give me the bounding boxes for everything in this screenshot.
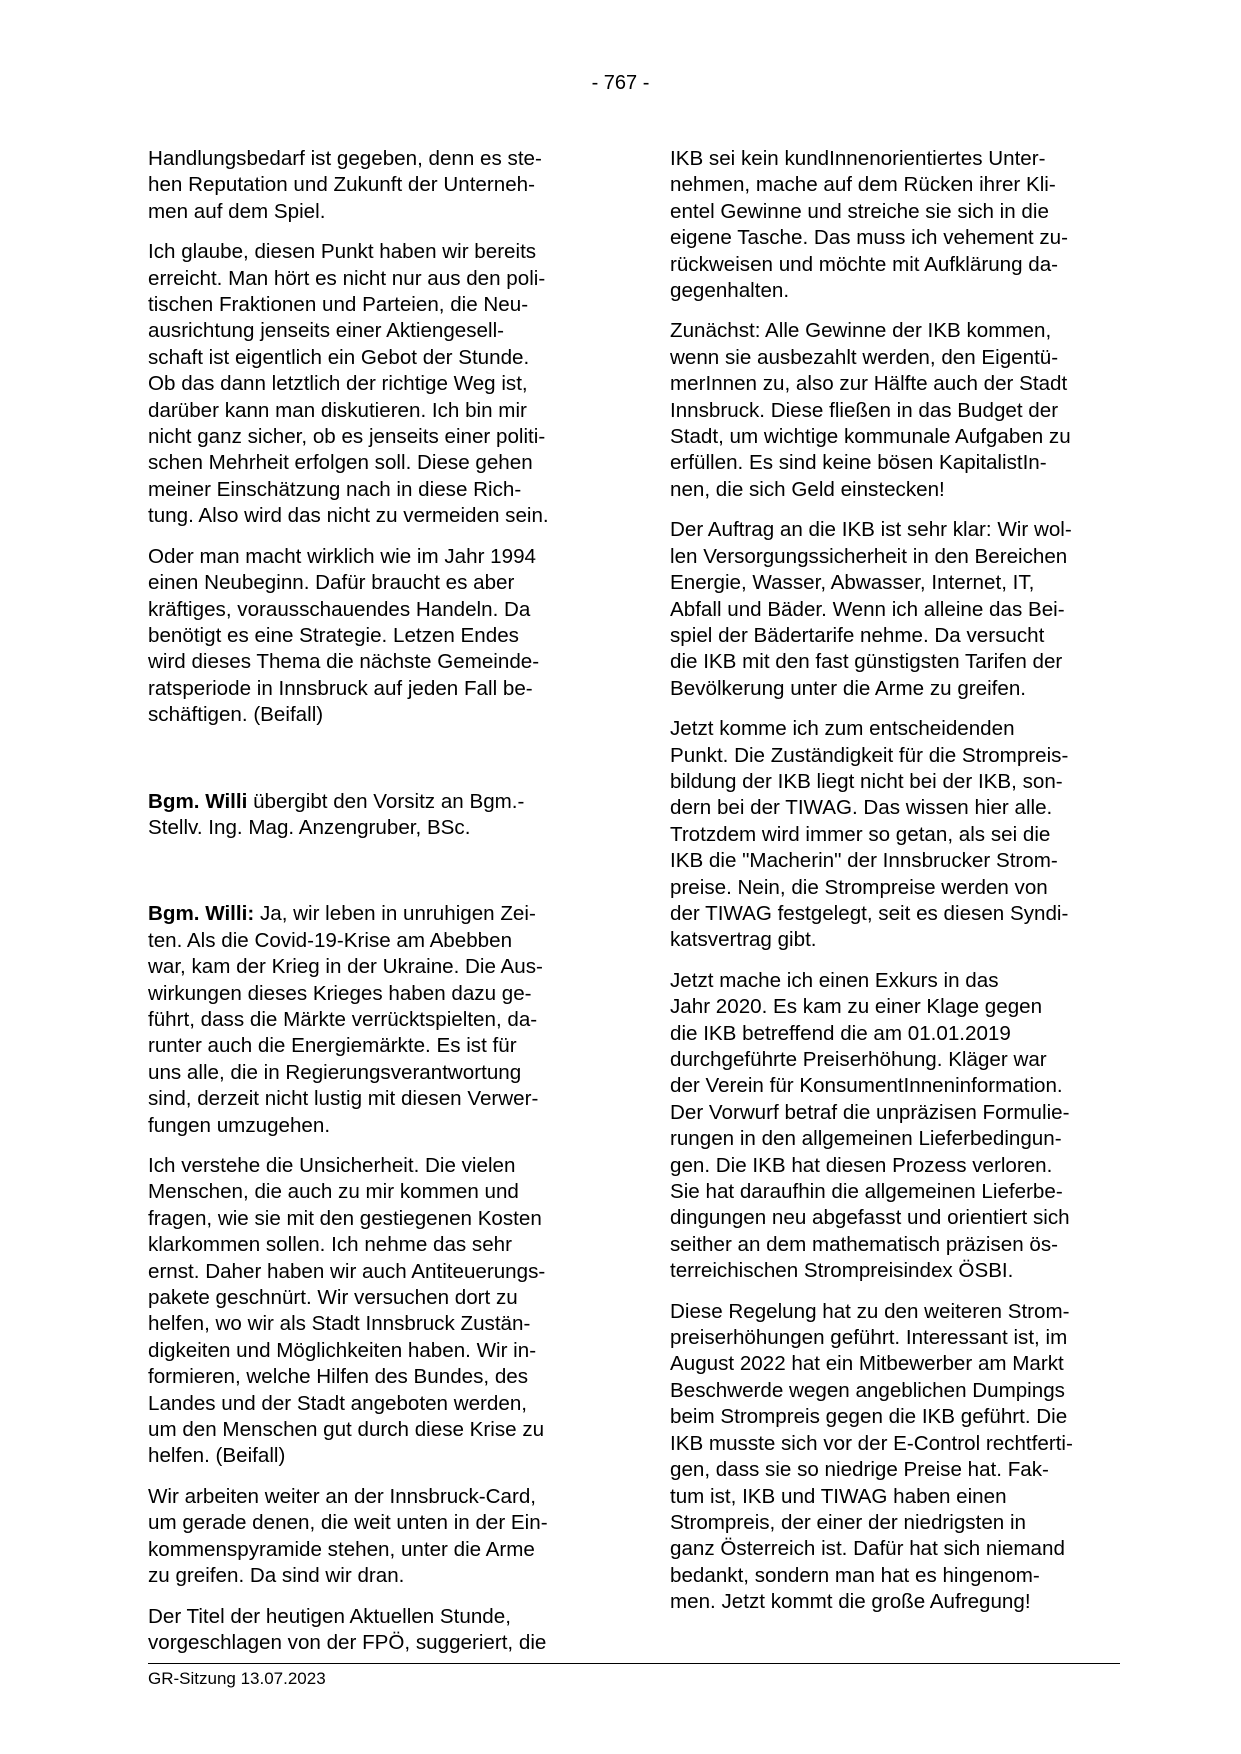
paragraph (148, 146, 594, 225)
text-line: durchgeführte Preiserhöhung. Kläger war (670, 1048, 1047, 1071)
text-line: IKB musste sich vor der E-Control rechtferti- (670, 1431, 1073, 1455)
text-line: IKB sei kein kundInnenorientiertes Unter- (670, 147, 1046, 170)
paragraph (148, 544, 594, 729)
text-line: um gerade denen, die weit unten in der Ein- (148, 1511, 548, 1535)
text-line: merInnen zu, also zur Hälfte auch der Stadt (670, 372, 1068, 396)
text-line: erfüllen. Es sind keine bösen KapitalistIn- (670, 451, 1047, 475)
text-line: zu greifen. Da sind wir dran. (148, 1564, 405, 1588)
text-line (148, 789, 594, 815)
text-line: uns alle, die in Regierungsverantwortung (148, 1060, 522, 1084)
text-line: nehmen, mache auf dem Rücken ihrer Kli- (670, 173, 1056, 197)
text-line: wird dieses Thema die nächste Gemeinde- (148, 650, 540, 674)
right-column (670, 146, 1118, 1630)
text-line: bildung der IKB liegt nicht bei der IKB, son- (670, 769, 1063, 793)
text-line: darüber kann man diskutieren. Ich bin mir (148, 398, 527, 422)
text-line: Stadt, um wichtige kommunale Aufgaben zu (670, 425, 1071, 449)
text-line: um den Menschen gut durch diese Krise zu (148, 1418, 545, 1442)
text-line: schaft ist eigentlich ein Gebot der Stunde. (148, 345, 530, 369)
text-line: Handlungsbedarf ist gegeben, denn es ste- (148, 147, 542, 170)
text-line: Wir arbeiten weiter an der Innsbruck-Card, (148, 1484, 537, 1508)
text-line: dern bei der TIWAG. Das wissen hier alle. (670, 796, 1053, 820)
chair-handover-note (148, 789, 594, 842)
text-line: wenn sie ausbezahlt werden, den Eigentü- (670, 345, 1059, 369)
paragraph (148, 1153, 594, 1470)
text-line: dingungen neu abgefasst und orientiert sich (670, 1206, 1070, 1230)
text-line: ratsperiode in Innsbruck auf jeden Fall be- (148, 676, 533, 700)
paragraph (148, 1604, 594, 1657)
text-line: Diese Regelung hat zu den weiteren Strom- (670, 1299, 1070, 1323)
text-line: Jetzt komme ich zum entscheidenden (670, 717, 1015, 741)
speaker-name: Bgm. Willi: (148, 902, 255, 926)
text-line: Sie hat daraufhin die allgemeinen Lieferbe- (670, 1180, 1063, 1204)
text-line: men auf dem Spiel. (148, 199, 326, 223)
paragraph (670, 716, 1118, 954)
text-line: spiel der Bädertarife nehme. Da versucht (670, 623, 1045, 647)
text-line: IKB die "Macherin" der Innsbrucker Strom- (670, 849, 1058, 873)
text-line: August 2022 hat ein Mitbewerber am Markt (670, 1352, 1064, 1376)
spacer (148, 855, 594, 901)
text-line: nicht ganz sicher, ob es jenseits einer politi- (148, 425, 546, 449)
text-line: Zunächst: Alle Gewinne der IKB kommen, (670, 319, 1052, 343)
text-line: nen, die sich Geld einstecken! (670, 477, 945, 501)
text-line: formieren, welche Hilfen des Bundes, des (148, 1365, 529, 1389)
text-line: hen Reputation und Zukunft der Unterneh- (148, 173, 535, 197)
text-line: helfen, wo wir als Stadt Innsbruck Zustän- (148, 1312, 531, 1336)
text-line: Landes und der Stadt angeboten werden, (148, 1391, 527, 1415)
text-line: Der Vorwurf betraf die unpräzisen Formulie- (670, 1100, 1070, 1124)
text-line: Strompreis, der einer der niedrigsten in (670, 1510, 1026, 1534)
text-line: kräftiges, vorausschauendes Handeln. Da (148, 597, 531, 621)
text-line: seither an dem mathematisch präzisen ös- (670, 1232, 1059, 1256)
text-line: Menschen, die auch zu mir kommen und (148, 1180, 519, 1204)
text-line: Innsbruck. Diese fließen in das Budget der (670, 398, 1059, 422)
text-line: benötigt es eine Strategie. Letzen Endes (148, 623, 519, 647)
text-line: fungen umzugehen. (148, 1113, 331, 1137)
footer-divider (148, 1663, 1120, 1664)
text-line: preiserhöhungen geführt. Interessant ist, im (670, 1326, 1068, 1350)
text-line: ausrichtung jenseits einer Aktiengesell- (148, 319, 505, 343)
speech-text: Ja, wir leben in unruhigen Zei- (254, 902, 536, 926)
text-line: meiner Einschätzung nach in diese Rich- (148, 477, 522, 501)
text-line: war, kam der Krieg in der Ukraine. Die Aus- (148, 955, 543, 979)
text-line: Jetzt mache ich einen Exkurs in das (670, 968, 999, 992)
text-line: kommenspyramide stehen, unter die Arme (148, 1537, 535, 1561)
text-line: men. Jetzt kommt die große Aufregung! (670, 1590, 1031, 1614)
text-line: die IKB betreffend die am 01.01.2019 (670, 1021, 1011, 1045)
text-line: schen Mehrheit erfolgen soll. Diese gehen (148, 451, 533, 475)
page-number: - 767 - (591, 72, 650, 94)
paragraph (670, 318, 1118, 503)
text-line: beim Strompreis gegen die IKB geführt. Die (670, 1405, 1068, 1429)
paragraph (148, 239, 594, 529)
text-line: Energie, Wasser, Abwasser, Internet, IT, (670, 571, 1035, 595)
text-line: wirkungen dieses Krieges haben dazu ge- (148, 981, 532, 1005)
text-line: Stellv. Ing. Mag. Anzengruber, BSc. (148, 815, 471, 839)
text-line: gen, dass sie so niedrige Preise hat. Fak- (670, 1458, 1049, 1482)
text-line: ganz Österreich ist. Dafür hat sich niemand (670, 1537, 1065, 1561)
text-line: tischen Fraktionen und Parteien, die Neu- (148, 293, 529, 317)
text-line: digkeiten und Möglichkeiten haben. Wir in- (148, 1338, 537, 1362)
text-line: Ob das dann letztlich der richtige Weg ist, (148, 372, 528, 396)
text-line: erreicht. Man hört es nicht nur aus den poli- (148, 266, 546, 290)
text-line: Bevölkerung unter die Arme zu greifen. (670, 676, 1027, 700)
text-line: pakete geschnürt. Wir versuchen dort zu (148, 1286, 518, 1310)
text-line: gen. Die IKB hat diesen Prozess verloren. (670, 1153, 1053, 1177)
text-line: führt, dass die Märkte verrücktspielten, da- (148, 1007, 538, 1031)
text-line: rückweisen und möchte mit Aufklärung da- (670, 252, 1059, 276)
text-line: der TIWAG festgelegt, seit es diesen Syndi- (670, 901, 1069, 925)
text-line: Trotzdem wird immer so getan, als sei die (670, 822, 1051, 846)
text-line: einen Neubeginn. Dafür braucht es aber (148, 571, 515, 595)
note-text: übergibt den Vorsitz an Bgm.- (247, 789, 525, 813)
text-line: Abfall und Bäder. Wenn ich alleine das Bei- (670, 597, 1065, 621)
text-line: Der Titel der heutigen Aktuellen Stunde, (148, 1604, 511, 1628)
text-line: runter auch die Energiemärkte. Es ist für (148, 1034, 517, 1058)
text-line: bedankt, sondern man hat es hingenom- (670, 1563, 1040, 1587)
text-line: tum ist, IKB und TIWAG haben einen (670, 1484, 1007, 1508)
text-line: Jahr 2020. Es kam zu einer Klage gegen (670, 995, 1043, 1019)
text-line: gegenhalten. (670, 279, 790, 303)
text-line: Oder man macht wirklich wie im Jahr 1994 (148, 544, 536, 568)
text-line: fragen, wie sie mit den gestiegenen Kosten (148, 1206, 542, 1230)
text-line: len Versorgungssicherheit in den Bereichen (670, 544, 1068, 568)
text-line: klarkommen sollen. Ich nehme das sehr (148, 1233, 512, 1257)
text-line: die IKB mit den fast günstigsten Tarifen der (670, 650, 1063, 674)
footer-session-date: GR-Sitzung 13.07.2023 (148, 1669, 326, 1688)
text-line: katsvertrag gibt. (670, 928, 817, 952)
left-column (148, 146, 594, 1670)
paragraph (670, 1299, 1118, 1616)
text-line: preise. Nein, die Strompreise werden von (670, 875, 1048, 899)
text-line: Beschwerde wegen angeblichen Dumpings (670, 1378, 1065, 1402)
text-line: terreichischen Strompreisindex ÖSBI. (670, 1259, 1014, 1283)
text-line: ernst. Daher haben wir auch Antiteuerungs- (148, 1259, 546, 1283)
text-line: eigene Tasche. Das muss ich vehement zu- (670, 226, 1068, 250)
text-line: sind, derzeit nicht lustig mit diesen Verwer- (148, 1087, 539, 1111)
text-line (148, 901, 594, 927)
text-line: tung. Also wird das nicht zu vermeiden sein. (148, 504, 549, 528)
paragraph (148, 1484, 594, 1590)
text-line: helfen. (Beifall) (148, 1444, 286, 1468)
text-line: rungen in den allgemeinen Lieferbedingun- (670, 1127, 1062, 1151)
text-line: ten. Als die Covid-19-Krise am Abebben (148, 928, 513, 952)
spacer (148, 743, 594, 789)
text-line: vorgeschlagen von der FPÖ, suggeriert, die (148, 1630, 547, 1654)
speaker-name: Bgm. Willi (148, 789, 248, 813)
text-line: schäftigen. (Beifall) (148, 703, 324, 727)
paragraph (670, 968, 1118, 1285)
speech-continuation (148, 928, 594, 1139)
paragraph (670, 517, 1118, 702)
text-line: entel Gewinne und streiche sie sich in die (670, 199, 1049, 223)
text-line: Der Auftrag an die IKB ist sehr klar: Wir wol- (670, 518, 1072, 542)
text-line: Punkt. Die Zuständigkeit für die Strompreis- (670, 743, 1069, 767)
text-line: Ich glaube, diesen Punkt haben wir bereits (148, 240, 537, 264)
text-line: Ich verstehe die Unsicherheit. Die vielen (148, 1154, 516, 1177)
speech-paragraph (148, 901, 594, 1139)
text-line: der Verein für KonsumentInneninformation. (670, 1074, 1063, 1098)
paragraph (670, 146, 1118, 304)
